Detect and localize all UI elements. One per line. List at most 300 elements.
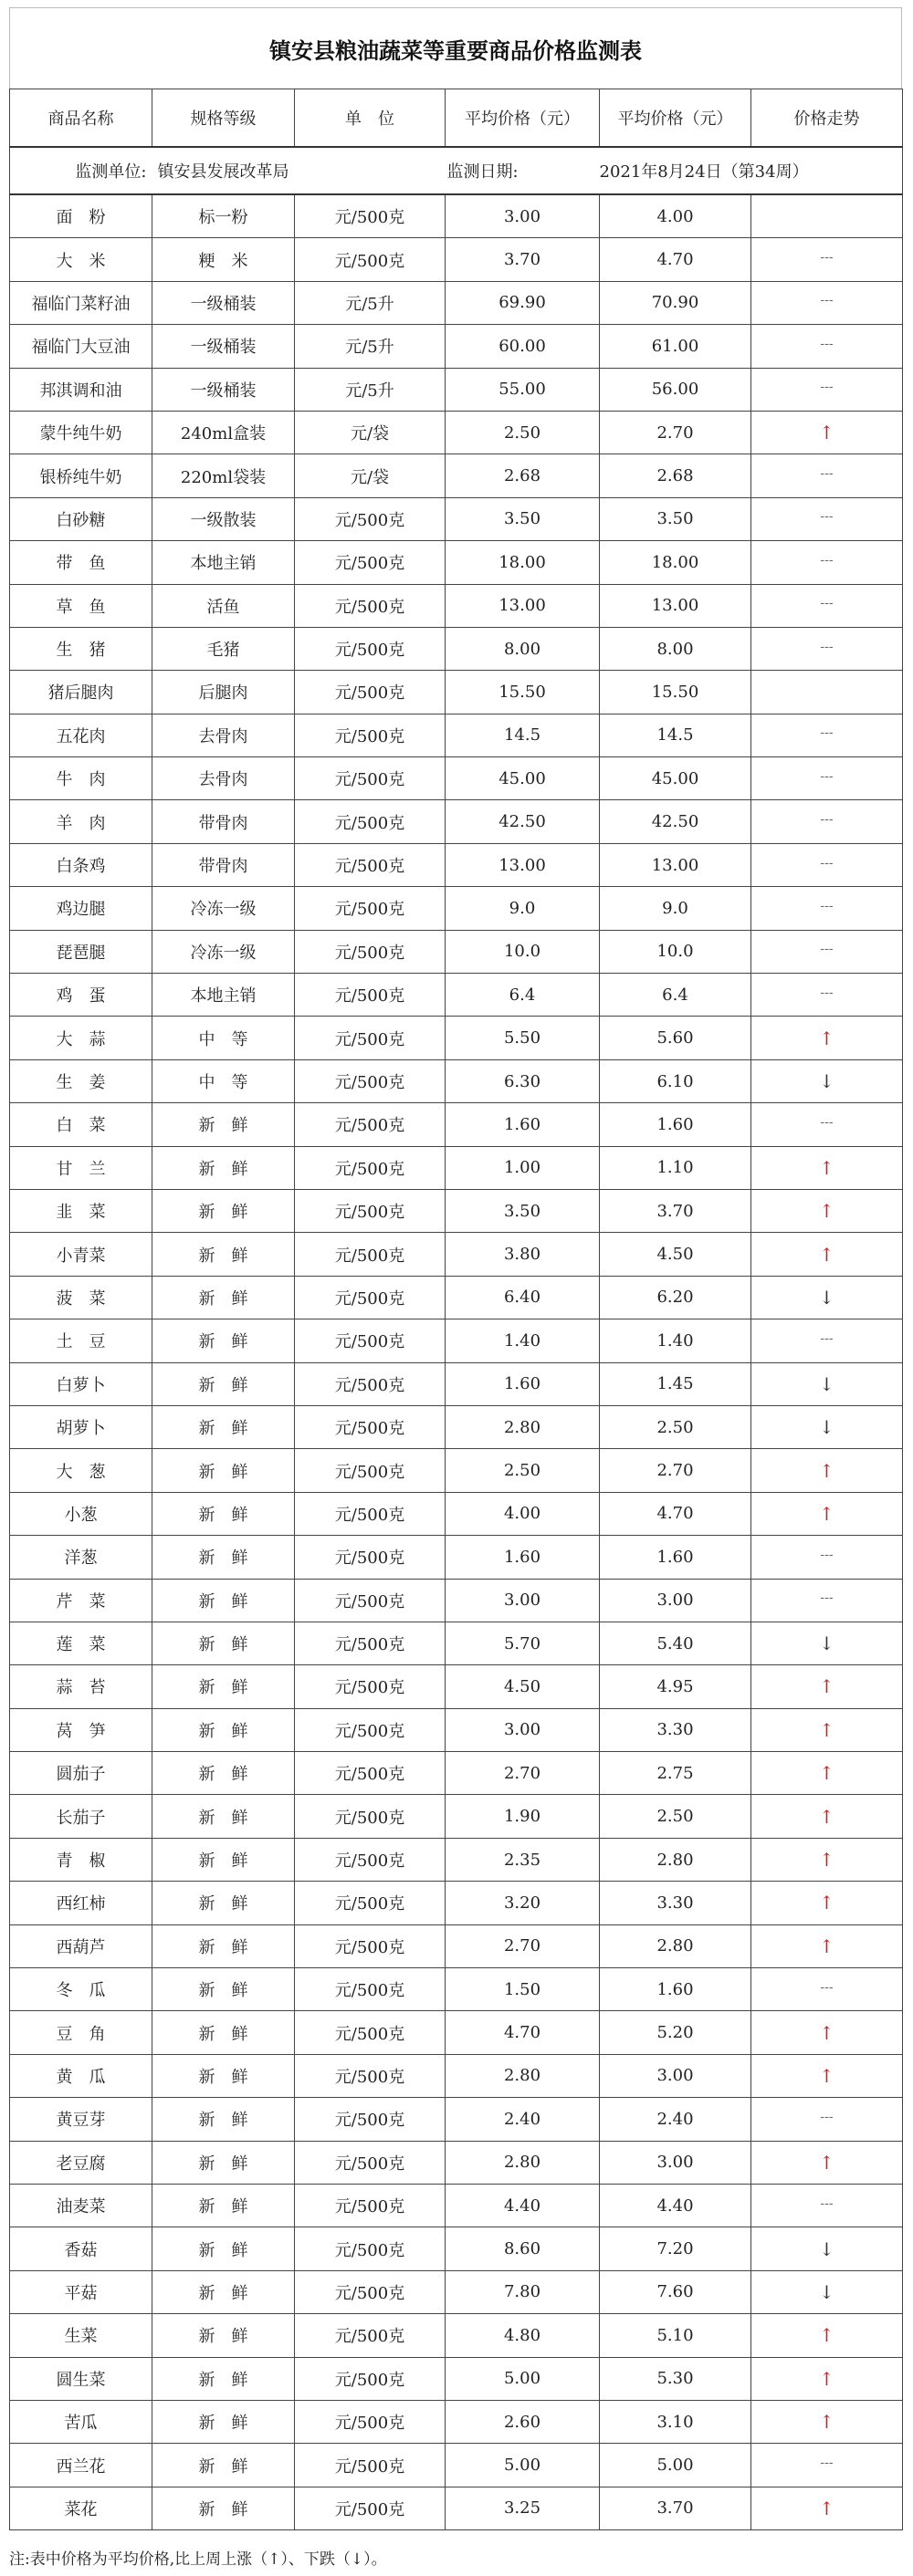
trend-cell [751, 1752, 903, 1795]
trend-same-icon: --- [820, 2456, 834, 2470]
prev-price-cell: 69.90 [446, 281, 600, 324]
curr-price-cell: 7.20 [600, 2227, 751, 2270]
curr-price-cell: 2.50 [600, 1795, 751, 1838]
trend-cell [751, 1233, 903, 1276]
table-row [10, 1449, 903, 1492]
table-row [10, 2098, 903, 2141]
prev-price-cell: 9.0 [446, 887, 600, 930]
prev-price-cell: 1.40 [446, 1319, 600, 1362]
spec-cell: 去骨肉 [152, 757, 295, 800]
trend-cell [751, 1059, 903, 1102]
trend-same-icon: --- [820, 466, 834, 482]
unit-cell: 元/5升 [295, 368, 446, 411]
unit-cell: 元/500克 [295, 843, 446, 886]
item-name-cell: 白条鸡 [10, 843, 152, 886]
spec-cell: 新 鲜 [152, 1449, 295, 1492]
spec-cell: 新 鲜 [152, 1968, 295, 2011]
unit-cell: 元/500克 [295, 974, 446, 1017]
item-name-cell: 平菇 [10, 2270, 152, 2313]
trend-cell [751, 1924, 903, 1967]
curr-price-cell: 1.60 [600, 1968, 751, 2011]
curr-price-cell: 5.20 [600, 2011, 751, 2054]
prev-price-cell: 1.60 [446, 1103, 600, 1146]
item-name-cell: 小青菜 [10, 1233, 152, 1276]
footnote: 注:表中价格为平均价格,比上周上涨（↑）、下跌（↓）。 [9, 2550, 387, 2569]
unit-cell: 元/500克 [295, 1536, 446, 1579]
item-name-cell: 甘 兰 [10, 1146, 152, 1189]
item-name-cell: 老豆腐 [10, 2141, 152, 2184]
item-name-cell: 猪后腿肉 [10, 671, 152, 714]
table-row [10, 497, 903, 540]
trend-cell [751, 584, 903, 627]
prev-price-cell: 3.00 [446, 1579, 600, 1622]
trend-cell [751, 1146, 903, 1189]
trend-cell [751, 887, 903, 930]
curr-price-cell: 8.00 [600, 627, 751, 670]
curr-price-cell: 5.10 [600, 2314, 751, 2357]
unit-cell: 元/500克 [295, 1362, 446, 1405]
item-name-cell: 羊 肉 [10, 800, 152, 843]
prev-price-cell: 3.50 [446, 1189, 600, 1232]
trend-cell [751, 2314, 903, 2357]
unit-cell: 元/5升 [295, 281, 446, 324]
price-rows [10, 194, 903, 2530]
table-row [10, 1622, 903, 1664]
table-row [10, 2141, 903, 2184]
unit-cell: 元/500克 [295, 1795, 446, 1838]
unit-cell: 元/5升 [295, 325, 446, 368]
table-row [10, 1405, 903, 1448]
prev-price-cell: 4.70 [446, 2011, 600, 2054]
unit-cell: 元/500克 [295, 930, 446, 973]
trend-same-icon: --- [820, 596, 834, 611]
spec-cell: 新 鲜 [152, 2270, 295, 2313]
prev-price-cell: 55.00 [446, 368, 600, 411]
item-name-cell: 青 椒 [10, 1838, 152, 1881]
curr-price-cell: 10.0 [600, 930, 751, 973]
curr-price-cell: 4.50 [600, 1233, 751, 1276]
unit-cell: 元/500克 [295, 1492, 446, 1535]
item-name-cell: 洋葱 [10, 1536, 152, 1579]
spec-cell: 新 鲜 [152, 2184, 295, 2227]
prev-price-cell: 1.50 [446, 1968, 600, 2011]
table-row [10, 281, 903, 324]
spec-cell: 带骨肉 [152, 843, 295, 886]
trend-same-icon: --- [820, 293, 834, 308]
unit-cell: 元/500克 [295, 2270, 446, 2313]
table-row [10, 584, 903, 627]
item-name-cell: 白 菜 [10, 1103, 152, 1146]
trend-cell [751, 281, 903, 324]
trend-cell [751, 2487, 903, 2529]
trend-cell [751, 1795, 903, 1838]
item-name-cell: 草 鱼 [10, 584, 152, 627]
unit-cell: 元/500克 [295, 2054, 446, 2097]
trend-up-icon: ↑ [819, 1762, 834, 1785]
unit-cell: 元/500克 [295, 1405, 446, 1448]
spec-cell: 新 鲜 [152, 1405, 295, 1448]
spec-cell: 新 鲜 [152, 1146, 295, 1189]
trend-cell [751, 1492, 903, 1535]
table-row [10, 627, 903, 670]
spec-cell: 新 鲜 [152, 2357, 295, 2400]
table-row [10, 2184, 903, 2227]
item-name-cell: 油麦菜 [10, 2184, 152, 2227]
trend-cell [751, 1362, 903, 1405]
curr-price-cell: 7.60 [600, 2270, 751, 2313]
unit-cell: 元/500克 [295, 1968, 446, 2011]
trend-down-icon: ↓ [819, 1286, 834, 1309]
spec-cell: 粳 米 [152, 238, 295, 281]
table-row [10, 930, 903, 973]
unit-cell: 元/500克 [295, 1924, 446, 1967]
curr-price-cell: 18.00 [600, 541, 751, 584]
trend-up-icon: ↑ [819, 1935, 834, 1957]
trend-down-icon: ↓ [819, 1416, 834, 1439]
trend-cell [751, 930, 903, 973]
col-spec-header: 规格等级 [152, 89, 295, 148]
spec-cell: 毛猪 [152, 627, 295, 670]
unit-cell: 元/500克 [295, 1233, 446, 1276]
trend-up-icon: ↑ [819, 2151, 834, 2174]
table-row [10, 2227, 903, 2270]
unit-cell: 元/袋 [295, 454, 446, 497]
spec-cell: 新 鲜 [152, 1276, 295, 1319]
item-name-cell: 西红柿 [10, 1882, 152, 1924]
unit-cell: 元/500克 [295, 1189, 446, 1232]
trend-cell [751, 1838, 903, 1881]
curr-price-cell: 6.20 [600, 1276, 751, 1319]
spec-cell: 新 鲜 [152, 1622, 295, 1664]
unit-cell: 元/500克 [295, 1017, 446, 1059]
spec-cell: 新 鲜 [152, 1189, 295, 1232]
trend-same-icon: --- [820, 898, 834, 913]
item-name-cell: 菜花 [10, 2487, 152, 2529]
unit-cell: 元/500克 [295, 671, 446, 714]
prev-price-cell: 8.00 [446, 627, 600, 670]
trend-same-icon: --- [820, 985, 834, 1000]
item-name-cell: 苦瓜 [10, 2400, 152, 2443]
item-name-cell: 带 鱼 [10, 541, 152, 584]
trend-cell [751, 1017, 903, 1059]
unit-cell: 元/500克 [295, 2141, 446, 2184]
prev-price-cell: 15.50 [446, 671, 600, 714]
curr-price-cell: 3.00 [600, 2141, 751, 2184]
curr-price-cell: 3.70 [600, 2487, 751, 2529]
spec-cell: 新 鲜 [152, 2444, 295, 2487]
item-name-cell: 冬 瓜 [10, 1968, 152, 2011]
curr-price-cell: 1.60 [600, 1103, 751, 1146]
trend-same-icon: --- [820, 855, 834, 871]
curr-price-cell: 5.30 [600, 2357, 751, 2400]
trend-same-icon: --- [820, 2195, 834, 2211]
unit-cell: 元/500克 [295, 1665, 446, 1708]
prev-price-cell: 42.50 [446, 800, 600, 843]
price-sheet [9, 7, 902, 2530]
prev-price-cell: 2.80 [446, 2054, 600, 2097]
item-name-cell: 邦淇调和油 [10, 368, 152, 411]
table-row [10, 238, 903, 281]
trend-cell [751, 1405, 903, 1448]
curr-price-cell: 70.90 [600, 281, 751, 324]
item-name-cell: 大 蒜 [10, 1017, 152, 1059]
prev-price-cell: 2.35 [446, 1838, 600, 1881]
prev-price-cell: 5.00 [446, 2357, 600, 2400]
item-name-cell: 菠 菜 [10, 1276, 152, 1319]
col-trend-header: 价格走势 [751, 89, 903, 148]
trend-up-icon: ↑ [819, 1805, 834, 1828]
trend-cell [751, 368, 903, 411]
spec-cell: 新 鲜 [152, 2098, 295, 2141]
curr-price-cell: 45.00 [600, 757, 751, 800]
trend-down-icon: ↓ [819, 1372, 834, 1395]
col-name-header: 商品名称 [10, 89, 152, 148]
spec-cell: 新 鲜 [152, 2400, 295, 2443]
price-table [9, 89, 903, 2530]
trend-cell [751, 627, 903, 670]
trend-cell [751, 1968, 903, 2011]
trend-cell [751, 325, 903, 368]
trend-cell [751, 238, 903, 281]
table-row [10, 1708, 903, 1751]
trend-down-icon: ↓ [819, 2237, 834, 2260]
col-curr-price-header: 平均价格（元） [600, 89, 751, 148]
trend-cell [751, 497, 903, 540]
curr-price-cell: 3.00 [600, 2054, 751, 2097]
item-name-cell: 莴 笋 [10, 1708, 152, 1751]
spec-cell: 本地主销 [152, 974, 295, 1017]
prev-price-cell: 2.80 [446, 2141, 600, 2184]
item-name-cell: 小葱 [10, 1492, 152, 1535]
prev-price-cell: 13.00 [446, 843, 600, 886]
trend-cell [751, 541, 903, 584]
item-name-cell: 大 米 [10, 238, 152, 281]
unit-cell: 元/500克 [295, 1103, 446, 1146]
curr-price-cell: 6.4 [600, 974, 751, 1017]
item-name-cell: 蒙牛纯牛奶 [10, 411, 152, 454]
trend-up-icon: ↑ [819, 1156, 834, 1179]
curr-price-cell: 2.40 [600, 2098, 751, 2141]
prev-price-cell: 3.80 [446, 1233, 600, 1276]
table-row [10, 1795, 903, 1838]
curr-price-cell: 15.50 [600, 671, 751, 714]
trend-cell [751, 2011, 903, 2054]
trend-cell [751, 1449, 903, 1492]
table-row [10, 325, 903, 368]
trend-up-icon: ↑ [819, 2497, 834, 2519]
trend-cell [751, 2184, 903, 2227]
monitor-unit-value: 镇安县发展改革局 [152, 147, 295, 194]
item-name-cell: 生菜 [10, 2314, 152, 2357]
table-row [10, 1059, 903, 1102]
spec-cell: 新 鲜 [152, 1319, 295, 1362]
table-row [10, 887, 903, 930]
table-row [10, 1579, 903, 1622]
spec-cell: 新 鲜 [152, 1665, 295, 1708]
trend-same-icon: --- [820, 725, 834, 741]
spec-cell: 中 等 [152, 1017, 295, 1059]
trend-down-icon: ↓ [819, 2280, 834, 2303]
table-row [10, 1233, 903, 1276]
spec-cell: 新 鲜 [152, 1924, 295, 1967]
trend-same-icon: --- [820, 1114, 834, 1130]
spec-cell: 新 鲜 [152, 1882, 295, 1924]
item-name-cell: 圆生菜 [10, 2357, 152, 2400]
table-row [10, 1492, 903, 1535]
prev-price-cell: 1.90 [446, 1795, 600, 1838]
prev-price-cell: 3.20 [446, 1882, 600, 1924]
prev-price-cell: 14.5 [446, 714, 600, 756]
spec-cell: 去骨肉 [152, 714, 295, 756]
curr-price-cell: 6.10 [600, 1059, 751, 1102]
spec-cell: 一级桶装 [152, 368, 295, 411]
unit-cell: 元/500克 [295, 2444, 446, 2487]
prev-price-cell: 3.70 [446, 238, 600, 281]
trend-up-icon: ↑ [819, 1849, 834, 1872]
unit-cell: 元/500克 [295, 627, 446, 670]
table-row [10, 2444, 903, 2487]
item-name-cell: 大 葱 [10, 1449, 152, 1492]
curr-price-cell: 4.40 [600, 2184, 751, 2227]
unit-cell: 元/500克 [295, 2400, 446, 2443]
curr-price-cell: 4.70 [600, 1492, 751, 1535]
trend-down-icon: ↓ [819, 1070, 834, 1092]
curr-price-cell: 5.60 [600, 1017, 751, 1059]
item-name-cell: 鸡 蛋 [10, 974, 152, 1017]
trend-cell [751, 843, 903, 886]
trend-cell [751, 2400, 903, 2443]
trend-cell [751, 1276, 903, 1319]
spec-cell: 带骨肉 [152, 800, 295, 843]
trend-up-icon: ↑ [819, 1027, 834, 1049]
trend-cell [751, 800, 903, 843]
trend-down-icon: ↓ [819, 1632, 834, 1655]
prev-price-cell: 4.40 [446, 2184, 600, 2227]
trend-cell [751, 2270, 903, 2313]
trend-same-icon: --- [820, 639, 834, 654]
item-name-cell: 白砂糖 [10, 497, 152, 540]
table-row [10, 1968, 903, 2011]
unit-cell: 元/500克 [295, 757, 446, 800]
monitor-date-label: 监测日期: [446, 147, 600, 194]
trend-cell [751, 1708, 903, 1751]
curr-price-cell: 2.68 [600, 454, 751, 497]
trend-up-icon: ↑ [819, 2411, 834, 2434]
trend-up-icon: ↑ [819, 1459, 834, 1482]
curr-price-cell: 4.00 [600, 194, 751, 238]
curr-price-cell: 3.50 [600, 497, 751, 540]
unit-cell: 元/500克 [295, 1059, 446, 1102]
curr-price-cell: 42.50 [600, 800, 751, 843]
prev-price-cell: 3.25 [446, 2487, 600, 2529]
trend-cell [751, 1579, 903, 1622]
trend-up-icon: ↑ [819, 1502, 834, 1525]
trend-cell [751, 1665, 903, 1708]
item-name-cell: 五花肉 [10, 714, 152, 756]
table-row [10, 368, 903, 411]
curr-price-cell: 2.70 [600, 411, 751, 454]
unit-cell: 元/500克 [295, 541, 446, 584]
prev-price-cell: 45.00 [446, 757, 600, 800]
spec-cell: 冷冻一级 [152, 930, 295, 973]
curr-price-cell: 3.30 [600, 1708, 751, 1751]
prev-price-cell: 4.80 [446, 2314, 600, 2357]
unit-cell: 元/500克 [295, 2227, 446, 2270]
unit-cell: 元/500克 [295, 238, 446, 281]
curr-price-cell: 2.75 [600, 1752, 751, 1795]
prev-price-cell: 5.70 [446, 1622, 600, 1664]
curr-price-cell: 2.80 [600, 1838, 751, 1881]
table-row [10, 1017, 903, 1059]
spec-cell: 新 鲜 [152, 1362, 295, 1405]
unit-cell: 元/袋 [295, 411, 446, 454]
item-name-cell: 黄豆芽 [10, 2098, 152, 2141]
prev-price-cell: 2.80 [446, 1405, 600, 1448]
spec-cell: 新 鲜 [152, 1708, 295, 1751]
item-name-cell: 牛 肉 [10, 757, 152, 800]
table-row [10, 1362, 903, 1405]
item-name-cell: 福临门菜籽油 [10, 281, 152, 324]
spec-cell: 新 鲜 [152, 1795, 295, 1838]
unit-cell: 元/500克 [295, 1146, 446, 1189]
prev-price-cell: 1.00 [446, 1146, 600, 1189]
trend-up-icon: ↑ [819, 1718, 834, 1741]
curr-price-cell: 13.00 [600, 843, 751, 886]
trend-same-icon: --- [820, 1979, 834, 1995]
item-name-cell: 生 猪 [10, 627, 152, 670]
curr-price-cell: 9.0 [600, 887, 751, 930]
unit-cell: 元/500克 [295, 1752, 446, 1795]
trend-cell [751, 2141, 903, 2184]
col-prev-price-header: 平均价格（元） [446, 89, 600, 148]
trend-up-icon: ↑ [819, 1675, 834, 1698]
page-title: 镇安县粮油蔬菜等重要商品价格监测表 [9, 7, 902, 89]
table-row [10, 454, 903, 497]
prev-price-cell: 6.30 [446, 1059, 600, 1102]
table-row [10, 1924, 903, 1967]
table-row [10, 1752, 903, 1795]
curr-price-cell: 1.40 [600, 1319, 751, 1362]
curr-price-cell: 1.10 [600, 1146, 751, 1189]
trend-up-icon: ↑ [819, 2021, 834, 2044]
item-name-cell: 西葫芦 [10, 1924, 152, 1967]
unit-cell: 元/500克 [295, 800, 446, 843]
spec-cell: 活鱼 [152, 584, 295, 627]
spec-cell: 新 鲜 [152, 2054, 295, 2097]
curr-price-cell: 1.45 [600, 1362, 751, 1405]
table-row [10, 1319, 903, 1362]
table-row [10, 1146, 903, 1189]
table-row [10, 2314, 903, 2357]
trend-cell [751, 1319, 903, 1362]
prev-price-cell: 60.00 [446, 325, 600, 368]
col-unit-header: 单 位 [295, 89, 446, 148]
curr-price-cell: 5.40 [600, 1622, 751, 1664]
trend-same-icon: --- [820, 1330, 834, 1346]
trend-cell [751, 2227, 903, 2270]
curr-price-cell: 56.00 [600, 368, 751, 411]
spec-cell: 220ml袋装 [152, 454, 295, 497]
prev-price-cell: 10.0 [446, 930, 600, 973]
unit-cell: 元/500克 [295, 1882, 446, 1924]
spec-cell: 新 鲜 [152, 2141, 295, 2184]
prev-price-cell: 8.60 [446, 2227, 600, 2270]
item-name-cell: 生 姜 [10, 1059, 152, 1102]
trend-up-icon: ↑ [819, 2064, 834, 2087]
spec-cell: 一级散装 [152, 497, 295, 540]
curr-price-cell: 61.00 [600, 325, 751, 368]
trend-same-icon: --- [820, 380, 834, 395]
